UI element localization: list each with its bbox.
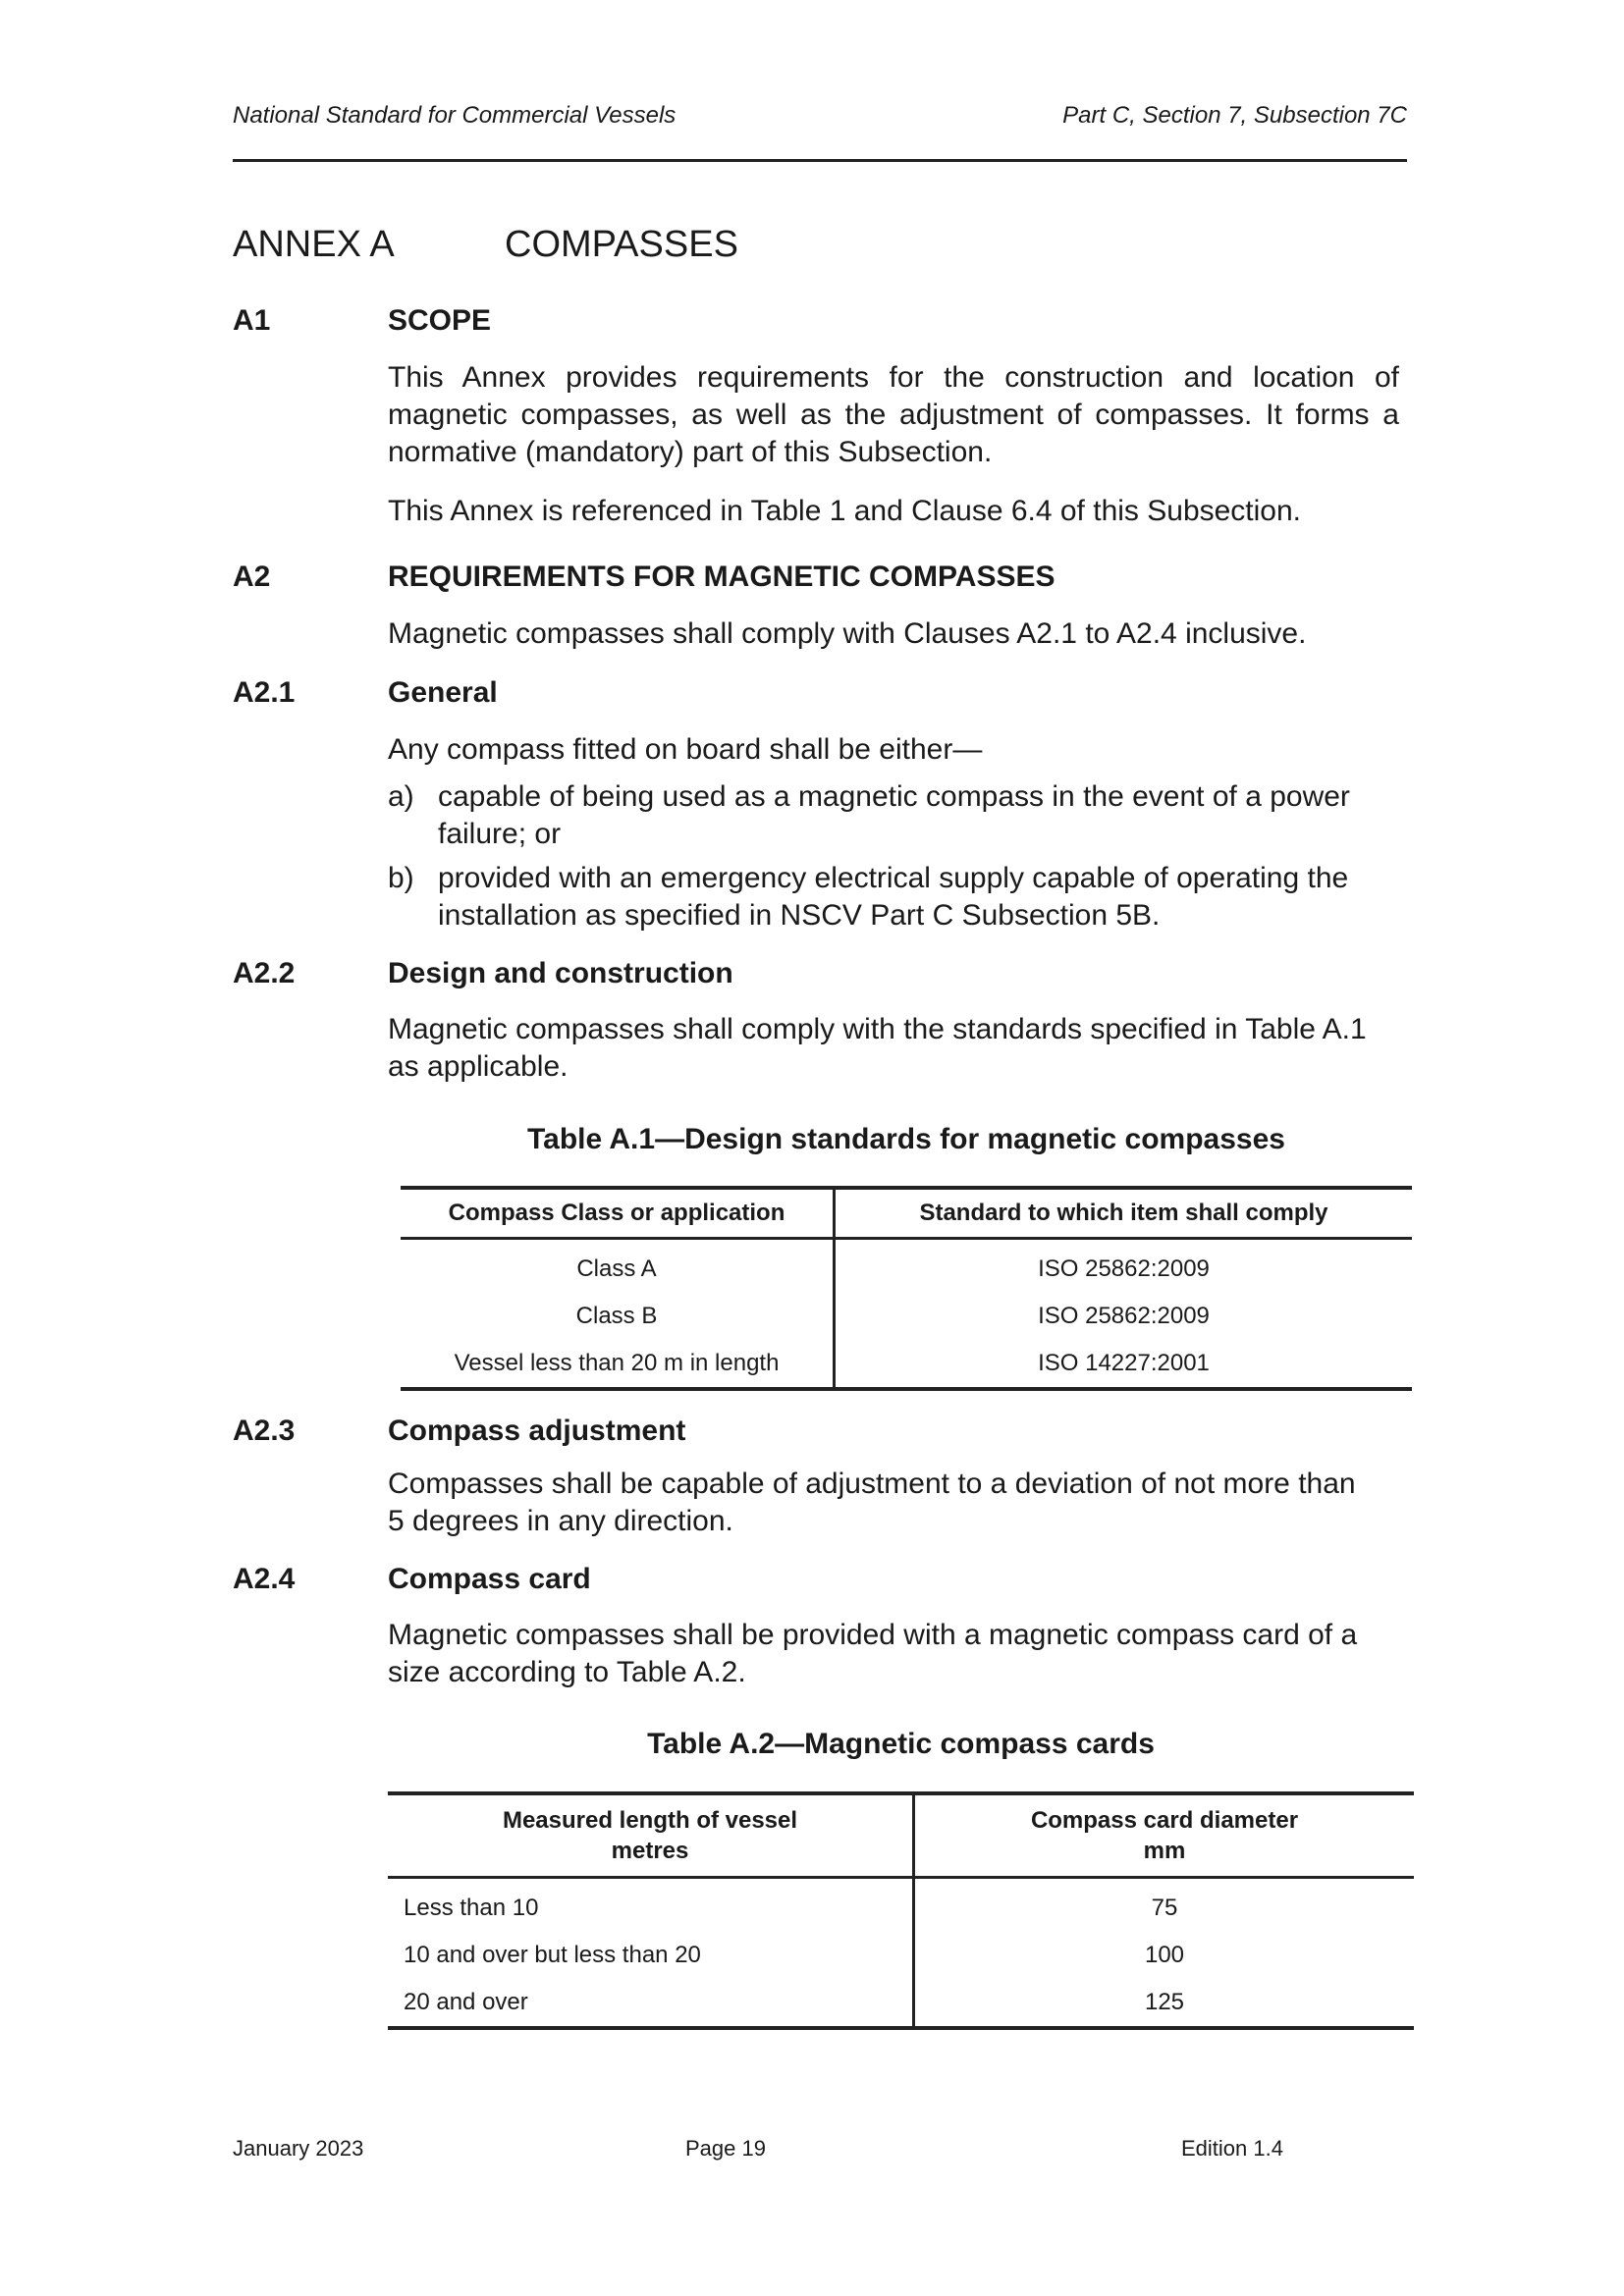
section-heading-requirements: REQUIREMENTS FOR MAGNETIC COMPASSES <box>388 561 1056 593</box>
table-row <box>401 1239 1412 1294</box>
paragraph-requirements: Magnetic compasses shall comply with Clauses A2.1 to A2.4 inclusive. <box>388 617 1307 650</box>
header-unit: metres <box>611 1838 689 1864</box>
table-header-cell: Compass Class or application <box>401 1188 835 1239</box>
table-a2-caption: Table A.2—Magnetic compass cards <box>647 1728 1155 1760</box>
table-header-cell <box>388 1793 914 1878</box>
section-number-a2-4: A2.4 <box>233 1563 296 1595</box>
section-number-a2-1: A2.1 <box>233 676 296 709</box>
table-cell: Vessel less than 20 m in length <box>401 1340 835 1389</box>
header-line: Measured length of vessel <box>502 1807 798 1834</box>
section-heading-design: Design and construction <box>388 957 733 989</box>
table-row <box>388 1932 1414 1979</box>
table-cell: 10 and over but less than 20 <box>388 1932 914 1979</box>
table-cell: 125 <box>1144 1989 1185 2015</box>
section-number-a1: A1 <box>233 304 271 337</box>
section-heading-compass-card: Compass card <box>388 1563 591 1595</box>
section-heading-general: General <box>388 676 498 709</box>
paragraph-compass-card: Magnetic compasses shall be provided with a magnetic compass card of a size according to Table A.2. <box>388 1619 1358 1688</box>
table-cell: Less than 10 <box>388 1878 914 1933</box>
table-a1 <box>401 1186 1412 1391</box>
footer-edition: Edition 1.4 <box>1181 2136 1283 2161</box>
table-cell: 75 <box>1151 1895 1178 1921</box>
table-a1-caption: Table A.1—Design standards for magnetic compasses <box>527 1123 1285 1155</box>
footer-date: January 2023 <box>233 2136 364 2161</box>
footer-page-number: Page 19 <box>685 2136 766 2161</box>
list-item-marker: b) <box>388 862 414 894</box>
paragraph-scope-1: This Annex provides requirements for the construction and location of magnetic compasses, as well as the adjustment of compasses. It forms a normative (mandatory) part of this Subsection. <box>388 361 1399 468</box>
table-header-cell <box>914 1793 1415 1878</box>
section-heading-scope: SCOPE <box>388 304 492 337</box>
table-cell: ISO 25862:2009 <box>1038 1255 1210 1282</box>
paragraph-general-intro: Any compass fitted on board shall be either— <box>388 733 983 766</box>
annex-name: COMPASSES <box>505 224 738 265</box>
header-unit: mm <box>1143 1838 1186 1864</box>
list-item-text: capable of being used as a magnetic compass in the event of a power failure; or <box>438 780 1350 850</box>
list-item-text: provided with an emergency electrical supply capable of operating the installation as specified in NSCV Part C Subsection 5B. <box>438 862 1349 932</box>
section-number-a2-3: A2.3 <box>233 1415 296 1447</box>
table-a2 <box>388 1791 1414 2030</box>
table-cell: Class A <box>401 1239 835 1294</box>
annex-label: ANNEX A <box>233 224 395 265</box>
section-number-a2-2: A2.2 <box>233 957 296 989</box>
table-cell: 100 <box>1144 1942 1185 1968</box>
table-row <box>401 1340 1412 1389</box>
header-document-title: National Standard for Commercial Vessels <box>233 102 677 129</box>
table-cell: Class B <box>401 1293 835 1340</box>
table-row <box>401 1293 1412 1340</box>
table-cell: ISO 25862:2009 <box>1038 1303 1210 1329</box>
list-item-marker: a) <box>388 780 414 813</box>
table-row <box>388 1878 1414 1933</box>
section-number-a2: A2 <box>233 561 271 593</box>
table-header-cell: Standard to which item shall comply <box>835 1188 1413 1239</box>
paragraph-adjustment: Compasses shall be capable of adjustment to a deviation of not more than 5 degrees in any direction. <box>388 1468 1356 1537</box>
page-header <box>233 102 1407 162</box>
table-cell: 20 and over <box>388 1979 914 2028</box>
section-heading-adjustment: Compass adjustment <box>388 1415 686 1447</box>
table-cell: ISO 14227:2001 <box>1038 1350 1210 1376</box>
paragraph-design: Magnetic compasses shall comply with the standards specified in Table A.1 as applicable. <box>388 1013 1367 1083</box>
paragraph-scope-2: This Annex is referenced in Table 1 and Clause 6.4 of this Subsection. <box>388 495 1302 527</box>
header-section-reference: Part C, Section 7, Subsection 7C <box>1062 102 1407 129</box>
table-row <box>388 1979 1414 2028</box>
header-line: Compass card diameter <box>1030 1807 1299 1834</box>
